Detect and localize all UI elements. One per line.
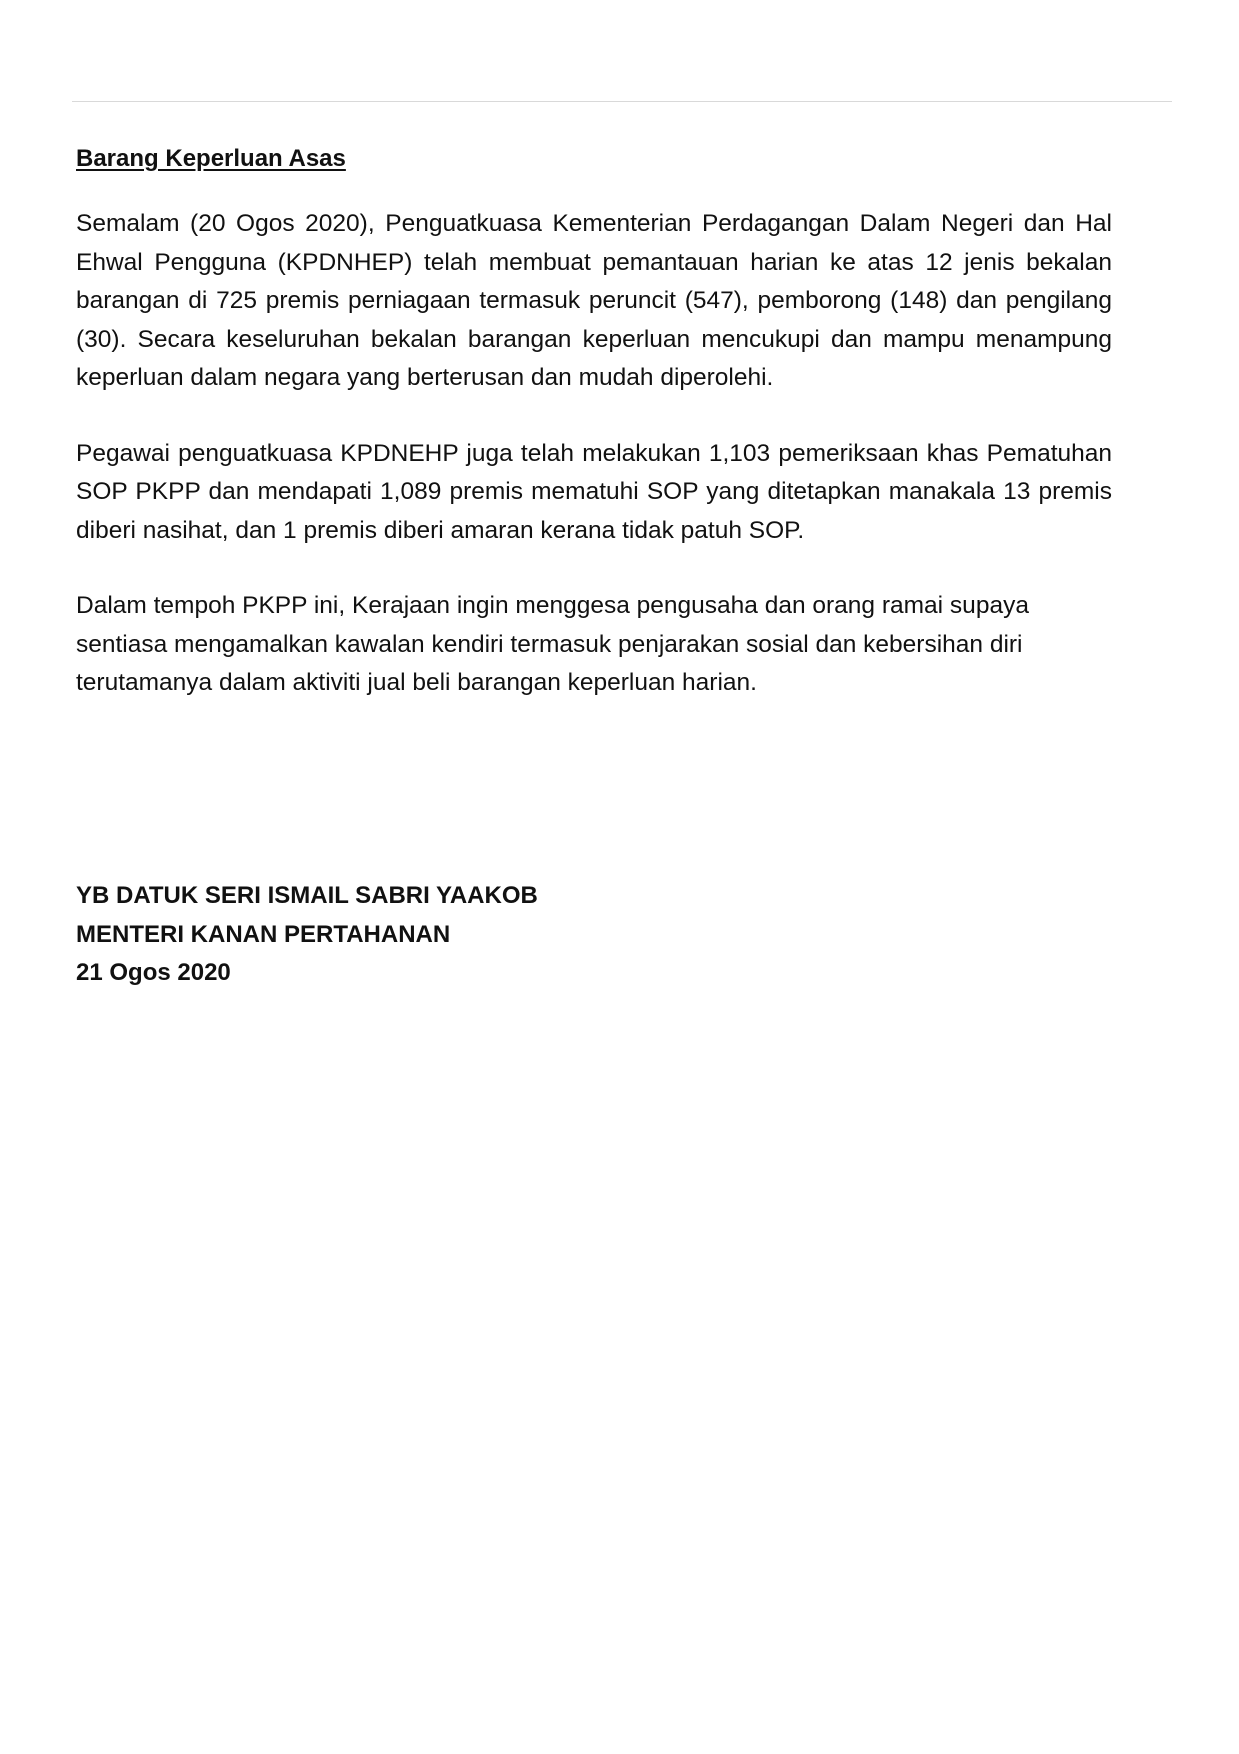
signatory-title: MENTERI KANAN PERTAHANAN [76, 920, 451, 948]
paragraph-monitoring: Semalam (20 Ogos 2020), Penguatkuasa Kementerian Perdagangan Dalam Negeri dan Hal Ehwal Pengguna (KPDNHEP) telah membuat pemantauan harian ke atas 12 jenis bekalan barangan di 725 premis perniagaan termasuk peruncit (547), pemborong (148) dan pengilang (30). Secara keseluruhan bekalan barangan keperluan mencukupi dan mampu menampung keperluan dalam negara yang berterusan dan mudah diperolehi. [76, 210, 1112, 391]
document-body [76, 143, 1112, 740]
paragraph-inspection: Pegawai penguatkuasa KPDNEHP juga telah melakukan 1,103 pemeriksaan khas Pematuhan SOP PKPP dan mendapati 1,089 premis mematuhi SOP yang ditetapkan manakala 13 premis diberi nasihat, dan 1 premis diberi amaran kerana tidak patuh SOP. [76, 439, 1112, 544]
header-divider [72, 101, 1172, 102]
signature-block [76, 877, 776, 993]
paragraph-advice: Dalam tempoh PKPP ini, Kerajaan ingin menggesa pengusaha dan orang ramai supaya sentiasa mengamalkan kawalan kendiri termasuk penjarakan sosial dan kebersihan diri terutamanya dalam aktiviti jual beli barangan keperluan harian. [76, 592, 1029, 696]
signatory-name: YB DATUK SERI ISMAIL SABRI YAAKOB [76, 882, 538, 909]
section-heading: Barang Keperluan Asas [76, 145, 346, 172]
signature-date: 21 Ogos 2020 [76, 959, 231, 986]
